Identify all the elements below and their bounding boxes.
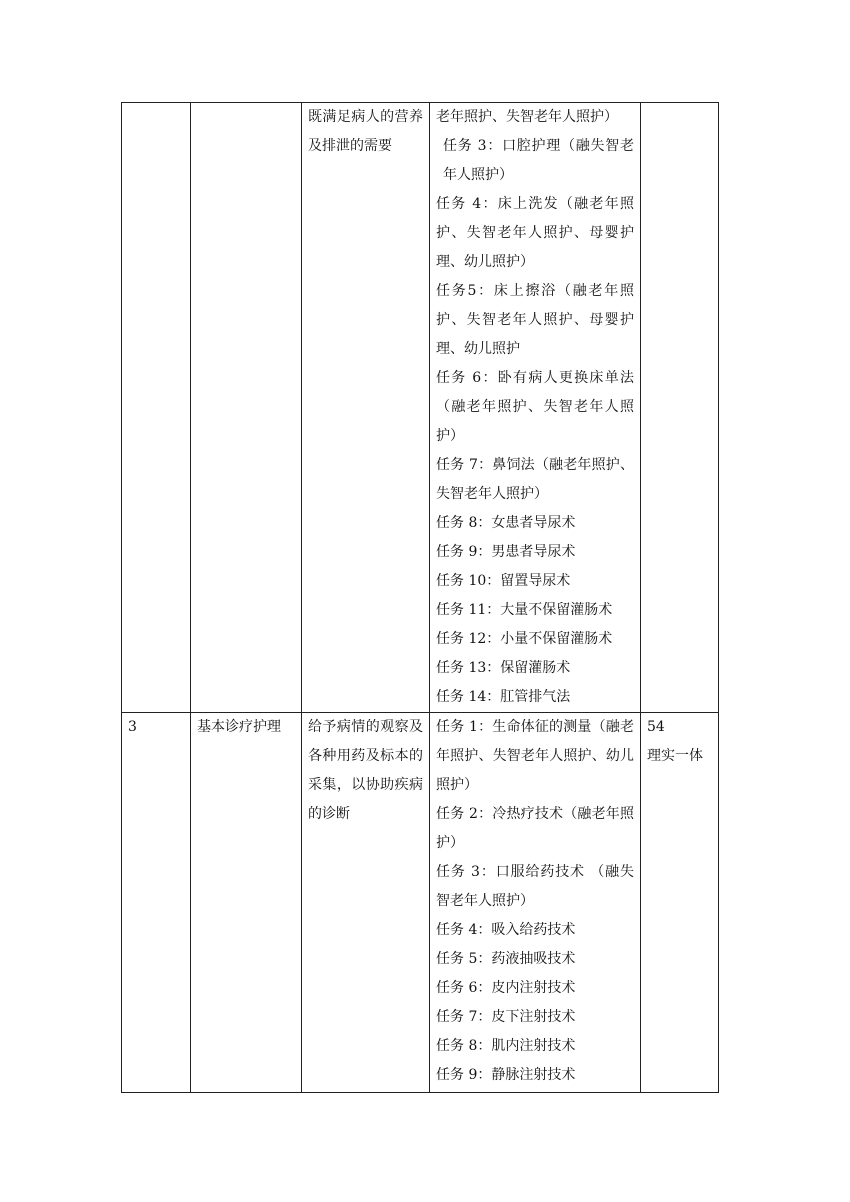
task-item: 任务 8：女患者导尿术 <box>436 515 576 531</box>
task-item: 任务 4：床上洗发（融老年照护、失智老年人照护、母婴护理、幼儿照护） <box>436 196 634 270</box>
task-item: 任务 8：肌内注射技术 <box>436 1038 576 1054</box>
cell-number <box>122 103 191 713</box>
task-item: 任务 6：卧有病人更换床单法（融老年照护、失智老年人照护） <box>436 370 634 444</box>
cell-module: 基本诊疗护理 <box>191 713 302 1093</box>
table-row <box>122 713 719 1093</box>
task-item: 任务 12：小量不保留灌肠术 <box>436 631 613 647</box>
cell-tasks <box>430 713 641 1093</box>
task-item: 任务 1：生命体征的测量（融老年照护、失智老年人照护、幼儿照护） <box>436 719 634 793</box>
task-item: 任务 5：药液抽吸技术 <box>436 951 576 967</box>
task-item: 任务 9：男患者导尿术 <box>436 544 576 560</box>
cell-tasks <box>430 103 641 713</box>
task-item: 任务5：床上擦浴（融老年照护、失智老年人照护、母婴护理、幼儿照护 <box>436 283 634 357</box>
task-item: 老年照护、失智老年人照护） <box>436 109 618 125</box>
task-item: 任务 4：吸入给药技术 <box>436 922 576 938</box>
task-item: 任务 3：口服给药技术 （融失智老年人照护） <box>436 864 634 909</box>
task-item: 任务 6：皮内注射技术 <box>436 980 576 996</box>
task-item: 任务 2：冷热疗技术（融老年照护） <box>436 806 634 851</box>
task-item: 任务 13：保留灌肠术 <box>436 660 571 676</box>
cell-hours-mode <box>641 103 719 713</box>
task-item: 任务 9：静脉注射技术 <box>436 1067 576 1083</box>
cell-hours-mode <box>641 713 719 1093</box>
hours-value: 54 <box>647 719 665 735</box>
task-item: 任务 14：肛管排气法 <box>436 689 571 705</box>
cell-goal: 既满足病人的营养及排泄的需要 <box>302 103 430 713</box>
task-item: 任务 10：留置导尿术 <box>436 573 571 589</box>
cell-goal: 给予病情的观察及各种用药及标本的采集，以协助疾病的诊断 <box>302 713 430 1093</box>
cell-module <box>191 103 302 713</box>
task-item: 任务 3：口腔护理（融失智老年人照护） <box>443 138 634 183</box>
task-list <box>436 103 634 712</box>
cell-number: 3 <box>122 713 191 1093</box>
task-item: 任务 11：大量不保留灌肠术 <box>436 602 613 618</box>
teaching-mode: 理实一体 <box>647 748 703 764</box>
curriculum-table <box>121 102 719 1093</box>
task-item: 任务 7：鼻饲法（融老年照护、失智老年人照护） <box>436 457 634 502</box>
task-item: 任务 7：皮下注射技术 <box>436 1009 576 1025</box>
table-row <box>122 103 719 713</box>
task-list <box>436 713 634 1090</box>
